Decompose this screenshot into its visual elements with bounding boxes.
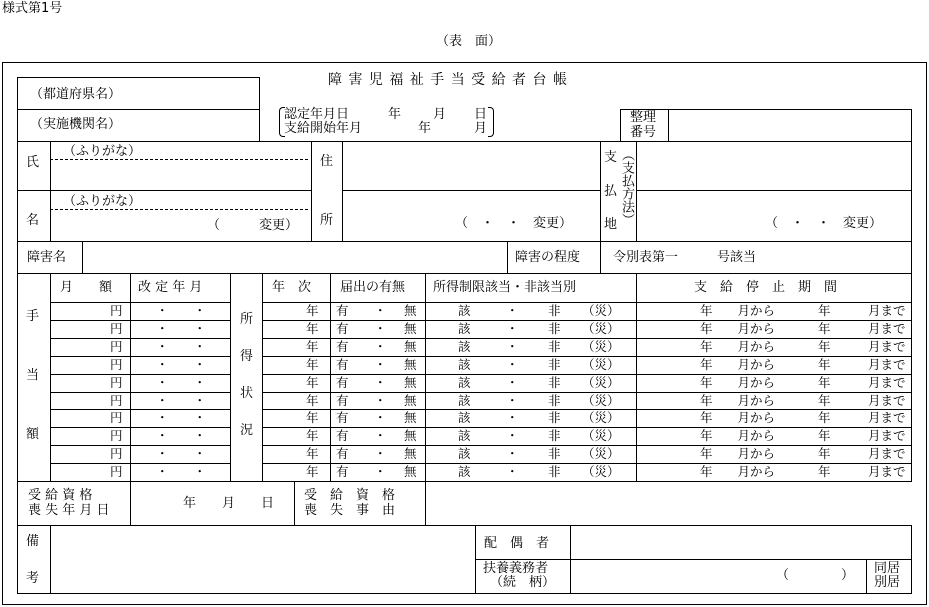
dokyo-label: 同居	[874, 561, 901, 576]
bekkyo-label: 別居	[874, 575, 901, 590]
row-1-cell-gai: 該	[458, 303, 471, 318]
row-4-cell-naka: ・	[506, 357, 519, 372]
teate-2: 当	[26, 368, 40, 383]
row-1-cell-sai: （災）	[582, 303, 620, 318]
shiharai-3: 地	[604, 217, 618, 232]
row-6-cell-naka: ・	[374, 393, 387, 408]
fuyo-label-1: 扶養義務者	[483, 561, 549, 576]
row-2-cell-ari: 有	[336, 321, 349, 336]
row-2-cell-nen: 年	[306, 321, 319, 336]
lose-reason-label-1: 受 給 資 格	[304, 488, 396, 503]
mei-label: 名	[26, 213, 40, 228]
lose-reason-label-2: 喪 失 事 由	[304, 503, 396, 518]
page-side: （表 面）	[436, 34, 502, 49]
row-2-cell-gai: 該	[458, 321, 471, 336]
row-7-cell-nashi: 無	[404, 410, 417, 425]
pay-change: （ ・ ・ 変更）	[765, 216, 883, 231]
nintei-label: 認定年月日	[284, 107, 350, 122]
row-4-cell-nen: 年	[306, 357, 319, 372]
row-5-cell-nashi: 無	[404, 375, 417, 390]
col-notify: 届出の有無	[340, 280, 406, 295]
degree-label: 障害の程度	[515, 250, 581, 265]
row-1-cell-naka: ・	[506, 303, 519, 318]
row-10-cell-hi: 非	[548, 464, 561, 479]
row-9-cell-nashi: 無	[404, 446, 417, 461]
row-5-cell-made: 年 月まで	[818, 375, 906, 390]
shiharai-method: （支払方法）	[619, 148, 634, 226]
row-7-cell-naka: ・	[374, 410, 387, 425]
row-6-cell-kara: 年 月から	[700, 393, 776, 408]
row-4-cell-sai: （災）	[582, 357, 620, 372]
row-6-cell-dots: ・ ・	[156, 393, 207, 408]
row-10-cell-naka: ・	[374, 464, 387, 479]
row-9-cell-naka: ・	[506, 446, 519, 461]
row-10-cell-ari: 有	[336, 464, 349, 479]
nintei-month: 月	[433, 107, 447, 122]
row-3-cell-hi: 非	[548, 339, 561, 354]
spouse-label: 配 偶 者	[484, 536, 550, 551]
shiharai-2: 払	[604, 184, 618, 199]
row-2-cell-dots: ・ ・	[156, 321, 207, 336]
row-5-cell-naka: ・	[374, 375, 387, 390]
row-1-cell-hi: 非	[548, 303, 561, 318]
row-2-cell-made: 年 月まで	[818, 321, 906, 336]
row-8-cell-ari: 有	[336, 428, 349, 443]
row-7-cell-gai: 該	[458, 410, 471, 425]
shikyu-month: 月	[474, 121, 488, 136]
furigana-2: （ふりがな）	[63, 194, 142, 209]
row-2-cell-naka: ・	[506, 321, 519, 336]
row-3-cell-dots: ・ ・	[156, 339, 207, 354]
ko-label: 考	[26, 571, 40, 586]
row-1-cell-kara: 年 月から	[700, 303, 776, 318]
shotoku-3: 状	[240, 386, 254, 401]
teate-1: 手	[26, 309, 40, 324]
row-1-cell-naka: ・	[374, 303, 387, 318]
shiharai-1: 支	[604, 150, 618, 165]
row-9-cell-gai: 該	[458, 446, 471, 461]
row-3-cell-sai: （災）	[582, 339, 620, 354]
row-1-cell-dots: ・ ・	[156, 303, 207, 318]
row-4-cell-hi: 非	[548, 357, 561, 372]
row-8-cell-hi: 非	[548, 428, 561, 443]
row-9-cell-hi: 非	[548, 446, 561, 461]
col-limit: 所得制限該当・非該当別	[433, 280, 577, 295]
shikyu-label: 支給開始年月	[284, 121, 363, 136]
row-8-cell-sai: （災）	[582, 428, 620, 443]
shotoku-2: 得	[240, 349, 254, 364]
row-2-cell-sai: （災）	[582, 321, 620, 336]
row-5-cell-yen: 円	[110, 375, 123, 390]
row-5-cell-dots: ・ ・	[156, 375, 207, 390]
ju-label: 住	[320, 154, 334, 169]
row-6-cell-yen: 円	[110, 393, 123, 408]
row-3-cell-made: 年 月まで	[818, 339, 906, 354]
shotoku-1: 所	[240, 312, 254, 327]
row-6-cell-ari: 有	[336, 393, 349, 408]
row-8-cell-nen: 年	[306, 428, 319, 443]
row-8-cell-yen: 円	[110, 428, 123, 443]
form-number: 様式第1号	[2, 1, 63, 16]
row-7-cell-kara: 年 月から	[700, 410, 776, 425]
col-year: 年 次	[272, 280, 312, 295]
row-5-cell-hi: 非	[548, 375, 561, 390]
row-1-cell-nen: 年	[306, 303, 319, 318]
teate-3: 額	[26, 427, 40, 442]
row-6-cell-nen: 年	[306, 393, 319, 408]
degree-value: 令別表第一 号該当	[613, 250, 757, 265]
row-2-cell-yen: 円	[110, 321, 123, 336]
row-5-cell-nen: 年	[306, 375, 319, 390]
row-6-cell-made: 年 月まで	[818, 393, 906, 408]
col-revision: 改 定 年 月	[138, 280, 203, 295]
shotoku-4: 況	[240, 423, 254, 438]
row-10-cell-kara: 年 月から	[700, 464, 776, 479]
row-9-cell-nen: 年	[306, 446, 319, 461]
row-7-cell-naka: ・	[506, 410, 519, 425]
row-3-cell-naka: ・	[374, 339, 387, 354]
address-change: （ ・ ・ 変更）	[455, 216, 573, 231]
row-4-cell-yen: 円	[110, 357, 123, 372]
nintei-day: 日	[474, 107, 488, 122]
bango-label: 番号	[630, 125, 657, 140]
prefecture-label: （都道府県名）	[30, 87, 122, 102]
row-4-cell-kara: 年 月から	[700, 357, 776, 372]
row-2-cell-nashi: 無	[404, 321, 417, 336]
name-change: （ 変更）	[207, 218, 299, 233]
row-10-cell-nashi: 無	[404, 464, 417, 479]
relation-paren: （ ）	[776, 568, 855, 583]
row-10-cell-naka: ・	[506, 464, 519, 479]
row-9-cell-made: 年 月まで	[818, 446, 906, 461]
row-5-cell-sai: （災）	[582, 375, 620, 390]
row-7-cell-sai: （災）	[582, 410, 620, 425]
row-8-cell-naka: ・	[506, 428, 519, 443]
row-4-cell-dots: ・ ・	[156, 357, 207, 372]
row-3-cell-kara: 年 月から	[700, 339, 776, 354]
row-8-cell-gai: 該	[458, 428, 471, 443]
nintei-year: 年	[388, 107, 402, 122]
row-7-cell-dots: ・ ・	[156, 410, 207, 425]
row-5-cell-gai: 該	[458, 375, 471, 390]
row-9-cell-sai: （災）	[582, 446, 620, 461]
row-8-cell-naka: ・	[374, 428, 387, 443]
row-10-cell-dots: ・ ・	[156, 464, 207, 479]
form-title: 障 害 児 福 祉 手 当 受 給 者 台 帳	[328, 72, 568, 88]
row-1-cell-yen: 円	[110, 303, 123, 318]
row-6-cell-hi: 非	[548, 393, 561, 408]
row-6-cell-nashi: 無	[404, 393, 417, 408]
row-10-cell-made: 年 月まで	[818, 464, 906, 479]
row-5-cell-ari: 有	[336, 375, 349, 390]
row-8-cell-made: 年 月まで	[818, 428, 906, 443]
row-8-cell-nashi: 無	[404, 428, 417, 443]
furigana-1: （ふりがな）	[63, 144, 142, 159]
row-6-cell-naka: ・	[506, 393, 519, 408]
row-10-cell-gai: 該	[458, 464, 471, 479]
row-1-cell-made: 年 月まで	[818, 303, 906, 318]
row-9-cell-kara: 年 月から	[700, 446, 776, 461]
row-5-cell-naka: ・	[506, 375, 519, 390]
col-month-amount: 月 額	[60, 280, 113, 295]
row-7-cell-nen: 年	[306, 410, 319, 425]
row-3-cell-nashi: 無	[404, 339, 417, 354]
seiri-label: 整理	[630, 110, 657, 125]
fuyo-label-2: （続 柄）	[490, 575, 556, 590]
row-8-cell-kara: 年 月から	[700, 428, 776, 443]
lose-date-value: 年 月 日	[183, 496, 275, 511]
shikyu-year: 年	[418, 121, 432, 136]
sho-label: 所	[320, 213, 334, 228]
bi-label: 備	[26, 534, 40, 549]
row-10-cell-sai: （災）	[582, 464, 620, 479]
row-8-cell-dots: ・ ・	[156, 428, 207, 443]
row-7-cell-ari: 有	[336, 410, 349, 425]
row-6-cell-gai: 該	[458, 393, 471, 408]
row-1-cell-ari: 有	[336, 303, 349, 318]
row-4-cell-ari: 有	[336, 357, 349, 372]
row-9-cell-ari: 有	[336, 446, 349, 461]
row-1-cell-nashi: 無	[404, 303, 417, 318]
row-9-cell-naka: ・	[374, 446, 387, 461]
row-2-cell-kara: 年 月から	[700, 321, 776, 336]
row-5-cell-kara: 年 月から	[700, 375, 776, 390]
row-2-cell-hi: 非	[548, 321, 561, 336]
row-6-cell-sai: （災）	[582, 393, 620, 408]
row-4-cell-nashi: 無	[404, 357, 417, 372]
row-7-cell-yen: 円	[110, 410, 123, 425]
row-4-cell-naka: ・	[374, 357, 387, 372]
row-4-cell-made: 年 月まで	[818, 357, 906, 372]
row-3-cell-ari: 有	[336, 339, 349, 354]
agency-label: （実施機関名）	[30, 117, 122, 132]
row-7-cell-made: 年 月まで	[818, 410, 906, 425]
row-2-cell-naka: ・	[374, 321, 387, 336]
col-stop: 支 給 停 止 期 間	[694, 280, 838, 295]
row-3-cell-nen: 年	[306, 339, 319, 354]
lose-date-label-2: 喪 失 年 月 日	[28, 503, 110, 518]
lose-date-label-1: 受 給 資 格	[28, 488, 93, 503]
row-9-cell-yen: 円	[110, 446, 123, 461]
disability-name-label: 障害名	[27, 250, 67, 265]
row-7-cell-hi: 非	[548, 410, 561, 425]
row-10-cell-yen: 円	[110, 464, 123, 479]
row-4-cell-gai: 該	[458, 357, 471, 372]
row-10-cell-nen: 年	[306, 464, 319, 479]
shi-label: 氏	[26, 155, 40, 170]
row-3-cell-yen: 円	[110, 339, 123, 354]
row-3-cell-naka: ・	[506, 339, 519, 354]
row-9-cell-dots: ・ ・	[156, 446, 207, 461]
row-3-cell-gai: 該	[458, 339, 471, 354]
